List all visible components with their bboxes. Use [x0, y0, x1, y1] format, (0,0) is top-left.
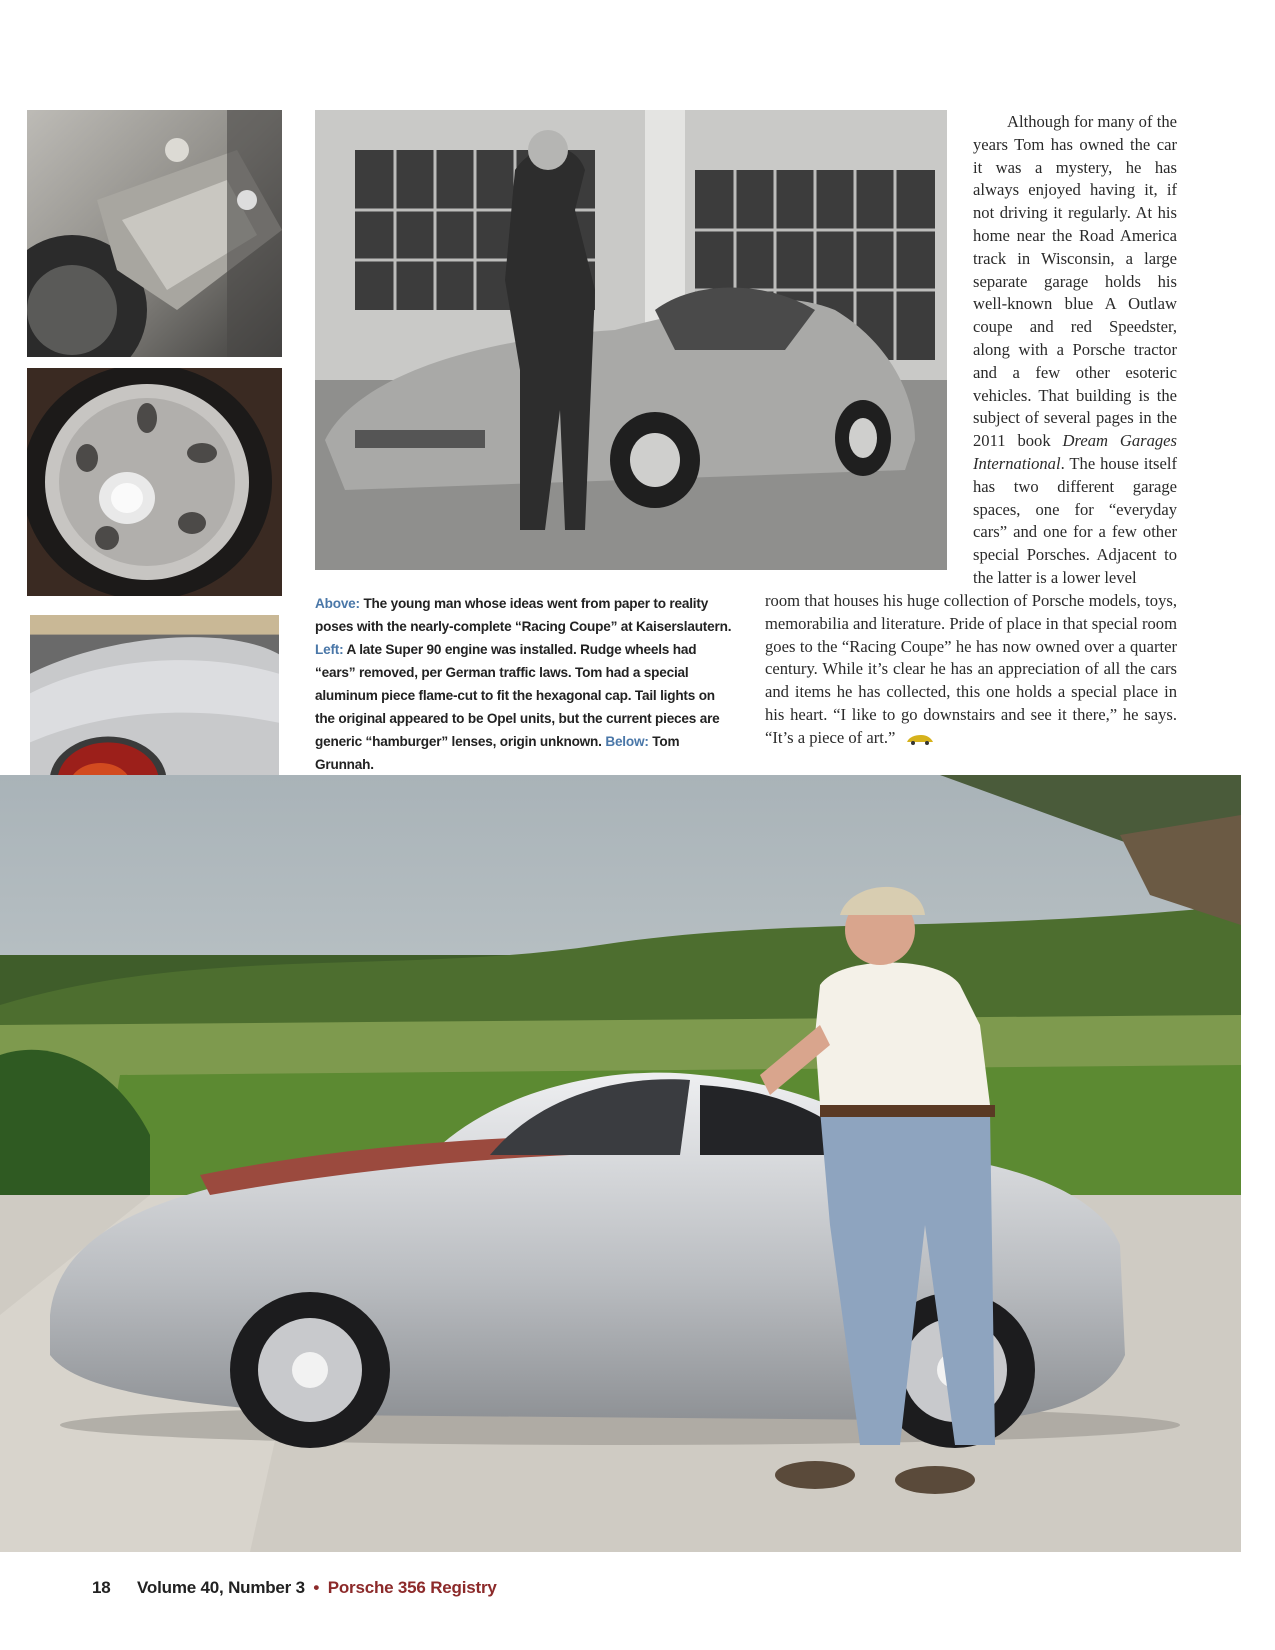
caption-above-text: The young man whose ideas went from paper to reality poses with the nearly-complete “Racing Coupe” at Kaiserslautern. — [315, 596, 732, 634]
modern-color-photo — [0, 775, 1241, 1552]
issue-info: Volume 40, Number 3 — [137, 1578, 305, 1597]
car-end-mark-icon — [905, 733, 935, 745]
page-number: 18 — [92, 1578, 111, 1597]
photo-caption — [315, 592, 735, 776]
footer-bullet: • — [313, 1578, 320, 1597]
wheel-detail-photo — [27, 368, 282, 596]
page-footer — [92, 1578, 497, 1598]
article-paragraph-1: Although for many of the years Tom has owned the car it was a mystery, he has always enjoyed having it, if not driving it regularly. At his home near the Road America track in Wisconsin, a large separate garage holds his well-known blue A Outlaw coupe and red Speedster, along with a Porsche tractor and a few other esoteric vehicles. That building is the subject of several pages in the 2011 book Dream Garages International. The house itself has two different garage spaces, one for “everyday cars” and one for a few other special Porsches. Adjacent to the latter is a lower level — [973, 112, 1177, 587]
book-title: Dream Garages International — [973, 431, 1177, 473]
caption-above-label: Above: — [315, 596, 360, 611]
publication-name: Porsche 356 Registry — [327, 1578, 497, 1597]
article-column-wide — [765, 590, 1177, 750]
article-column-narrow — [973, 111, 1177, 590]
article-paragraph-2: room that houses his huge collection of Porsche models, toys, memorabilia and literature. Pride of place in that special room goes to the “Racing Coupe” he has now owned over a quarter century. While it’s clear he has an appreciation of all the cars and items he has collected, this one holds a special place in his heart. “I like to go downstairs and see it there,” he says. “It’s a piece of art.” — [765, 591, 1177, 747]
caption-below-label: Below: — [605, 734, 649, 749]
caption-left-text: A late Super 90 engine was installed. Rudge wheels had “ears” removed, per German traffic laws. Tom had a special aluminum piece flame-cut to fit the hexagonal cap. Tail lights on the original appeared to be Opel units, but the current pieces are generic “hamburger” lenses, origin unknown. — [315, 642, 720, 749]
caption-left-label: Left: — [315, 642, 344, 657]
caption-below-text: Tom Grunnah. — [315, 734, 680, 772]
engine-detail-photo — [27, 110, 282, 357]
historic-bw-photo — [315, 110, 947, 570]
